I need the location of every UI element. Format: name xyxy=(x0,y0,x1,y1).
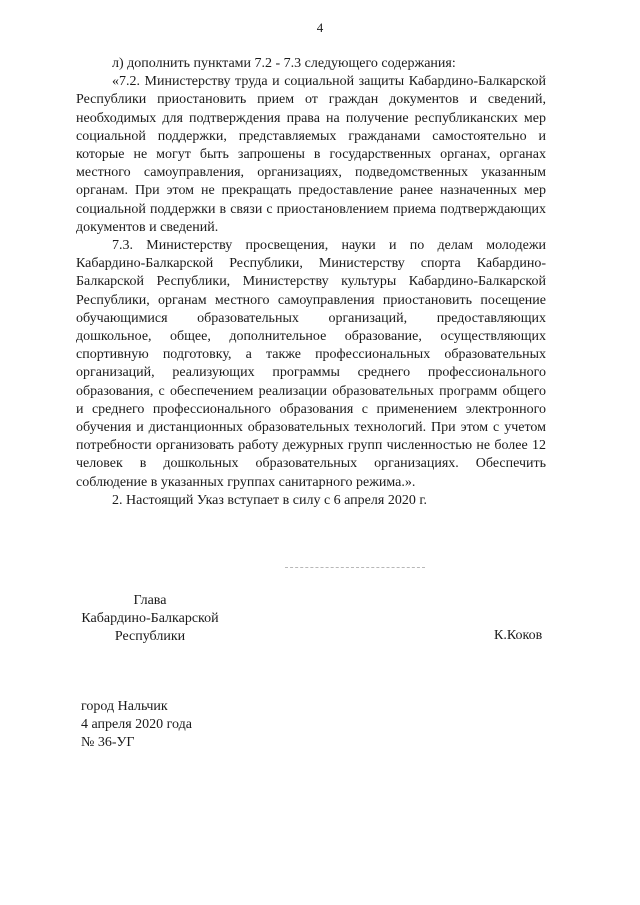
signer-title-line: Глава xyxy=(133,593,167,608)
paragraph-7-2: «7.2. Министерству труда и социальной защиты Кабардино-Балкарской Республики приостановить прием от граждан документов и сведений, необходимых для подтверждения права на получение республиканских мер социальной поддержки, представляемых гражданами самостоятельно и которые не могут быть запрошены в государственных органах, органах местного самоуправления, организациях, подведомственных указанным органам. При этом не прекращать предоставление ранее назначенных мер социальной поддержки в связи с приостановлением приема подтверждающих документов и сведений. xyxy=(76,74,546,235)
paragraph-effective-date: 2. Настоящий Указ вступает в силу с 6 апреля 2020 г. xyxy=(112,492,427,508)
page-number: 4 xyxy=(316,20,324,35)
paragraph-7-3: 7.3. Министерству просвещения, науки и по делам молодежи Кабардино-Балкарской Республики, Министерству спорта Кабардино-Балкарской Республики, Министерству культуры Кабардино-Балкарской Республики, органам местного самоуправления приостановить посещение обучающимися образовательных организаций, предоставляющих дошкольное, общее, дополнительное образование, осуществляющих спортивную подготовку, а также профессиональных образовательных организаций, реализующих программы среднего профессионального образования, с обеспечением реализации образовательных программ общего и среднего профессионального образования с применением электронного обучения и дистанционных образовательных технологий. При этом с учетом потребности организовать работу дежурных групп численностью не более 12 человек в дошкольных образовательных организациях. Обеспечить соблюдение в указанных группах санитарного режима.». xyxy=(76,238,546,490)
signer-name: К.Коков xyxy=(494,628,543,643)
signer-title-line: Республики xyxy=(114,629,186,644)
signature-mark xyxy=(285,567,425,569)
document-body xyxy=(76,55,546,510)
paragraph-amendment-intro: л) дополнить пунктами 7.2 - 7.3 следующего содержания: xyxy=(112,56,456,71)
footer-number: № 36-УГ xyxy=(81,735,135,750)
signer-title-line: Кабардино-Балкарской xyxy=(81,611,219,626)
footer-date: 4 апреля 2020 года xyxy=(81,717,192,732)
document-footer xyxy=(81,698,192,752)
signer-title xyxy=(80,592,220,646)
footer-city: город Нальчик xyxy=(81,699,168,714)
